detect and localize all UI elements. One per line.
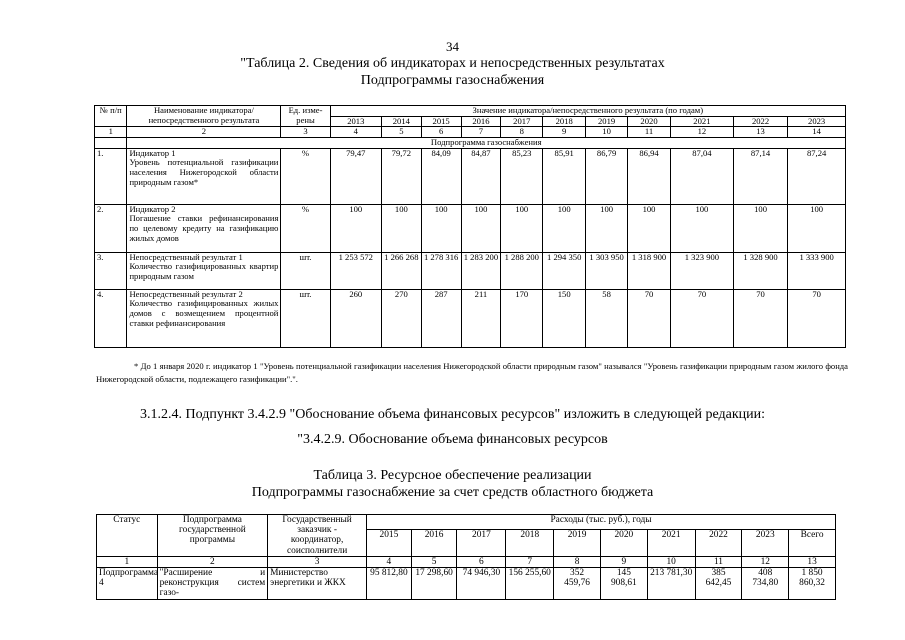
indicator-name: Индикатор 2 Погашение ставки рефинансирования по целевому кредиту на газификацию жилых домов: [127, 204, 281, 252]
customer-cell: Министерство энергетики и ЖКХ: [268, 568, 367, 600]
footnote: * До 1 января 2020 г. индикатор 1 "Уровень потенциальной газификации населения Нижегородской области природным газом" назывался "Уровень газификации природным газом жилого фонда Нижегородской области, подлежащего газификации".".: [96, 361, 848, 384]
value-cell: 1 333 900: [788, 252, 846, 289]
header-status: Статус: [97, 515, 158, 557]
column-number: 11: [628, 127, 671, 138]
column-number: 6: [421, 127, 461, 138]
table2-title-line1: "Таблица 2. Сведения об индикаторах и непосредственных результатах: [240, 56, 665, 71]
value-cell: 70: [788, 289, 846, 347]
value-cell: 79,72: [381, 148, 421, 204]
year-header: 2023: [742, 530, 789, 557]
value-cell: 150: [543, 289, 586, 347]
column-number: 5: [381, 127, 421, 138]
table3-title-line2: Подпрограммы газоснабжение за счет средств областного бюджета: [251, 485, 654, 500]
column-number: 2: [127, 127, 281, 138]
year-header: 2018: [506, 530, 554, 557]
column-number: 4: [367, 556, 412, 567]
year-header: 2020: [600, 530, 647, 557]
expense-value: 352 459,76: [554, 568, 601, 600]
value-cell: 87,04: [670, 148, 733, 204]
row-number: 2.: [95, 204, 127, 252]
column-number: 12: [670, 127, 733, 138]
value-cell: 1 328 900: [733, 252, 787, 289]
value-cell: 1 288 200: [501, 252, 543, 289]
expense-value: 1 850 860,32: [789, 568, 836, 600]
value-cell: 87,14: [733, 148, 787, 204]
year-header: 2023: [788, 116, 846, 127]
table-row: [95, 148, 846, 204]
expense-value: 385 642,45: [695, 568, 742, 600]
value-cell: 100: [543, 204, 586, 252]
row-number: 4.: [95, 289, 127, 347]
indicator-name: Непосредственный результат 1 Количество газифицированных квартир природным газом: [127, 252, 281, 289]
value-cell: 100: [733, 204, 787, 252]
year-header: 2016: [411, 530, 457, 557]
column-number: 2: [157, 556, 268, 567]
column-number: 3: [268, 556, 367, 567]
column-number: 9: [600, 556, 647, 567]
value-cell: 211: [461, 289, 501, 347]
resources-table: [96, 514, 836, 600]
year-header: 2021: [647, 530, 695, 557]
expense-value: 95 812,80: [367, 568, 412, 600]
year-header: 2015: [367, 530, 412, 557]
row-number: 3.: [95, 252, 127, 289]
year-header: 2018: [543, 116, 586, 127]
program-cell: "Расширение и реконструкция систем газо-: [157, 568, 268, 600]
year-header: 2019: [586, 116, 628, 127]
unit: шт.: [281, 289, 330, 347]
column-number: 14: [788, 127, 846, 138]
value-cell: 100: [586, 204, 628, 252]
status-cell: Подпрограмма 4: [97, 568, 158, 600]
value-cell: 100: [628, 204, 671, 252]
value-cell: 270: [381, 289, 421, 347]
unit: %: [281, 204, 330, 252]
year-header: 2017: [501, 116, 543, 127]
header-num: № п/п: [95, 106, 127, 127]
value-cell: 70: [670, 289, 733, 347]
unit: %: [281, 148, 330, 204]
expense-value: 145 908,61: [600, 568, 647, 600]
value-cell: 100: [461, 204, 501, 252]
column-number: 10: [586, 127, 628, 138]
column-number: 11: [695, 556, 742, 567]
value-cell: 84,09: [421, 148, 461, 204]
value-cell: 100: [330, 204, 381, 252]
year-header: 2019: [554, 530, 601, 557]
value-cell: 1 283 200: [461, 252, 501, 289]
year-header: 2013: [330, 116, 381, 127]
year-header: 2017: [457, 530, 506, 557]
value-cell: 170: [501, 289, 543, 347]
table3-title-line1: Таблица 3. Ресурсное обеспечение реализации: [313, 468, 592, 483]
paragraph-subclause: 3.1.2.4. Подпункт 3.4.2.9 "Обоснование объема финансовых ресурсов" изложить в следующей редакции:: [140, 407, 765, 422]
value-cell: 85,91: [543, 148, 586, 204]
table-row: [95, 289, 846, 347]
value-cell: 260: [330, 289, 381, 347]
header-name: Наименование индикатора/ непосредственного результата: [127, 106, 281, 127]
column-number: 3: [281, 127, 330, 138]
value-cell: 100: [421, 204, 461, 252]
year-header: 2020: [628, 116, 671, 127]
header-program: Подпрограмма государственной программы: [157, 515, 268, 557]
year-header: 2022: [695, 530, 742, 557]
column-number: 12: [742, 556, 789, 567]
table-row: [95, 204, 846, 252]
expense-value: 74 946,30: [457, 568, 506, 600]
value-cell: 70: [733, 289, 787, 347]
value-cell: 100: [788, 204, 846, 252]
value-cell: 100: [501, 204, 543, 252]
value-cell: 86,94: [628, 148, 671, 204]
column-number: 9: [543, 127, 586, 138]
unit: шт.: [281, 252, 330, 289]
column-number: 1: [95, 127, 127, 138]
expense-value: 17 298,60: [411, 568, 457, 600]
column-number: 8: [554, 556, 601, 567]
header-expenses: Расходы (тыс. руб.), годы: [367, 515, 836, 530]
value-cell: 79,47: [330, 148, 381, 204]
expense-value: 408 734,80: [742, 568, 789, 600]
header-customer: Государственный заказчик - координатор, соисполнители: [268, 515, 367, 557]
indicators-table: [94, 105, 846, 348]
column-number: 5: [411, 556, 457, 567]
column-number: 13: [733, 127, 787, 138]
value-cell: 287: [421, 289, 461, 347]
row-number: 1.: [95, 148, 127, 204]
table-row: [95, 252, 846, 289]
column-number: 13: [789, 556, 836, 567]
value-cell: 58: [586, 289, 628, 347]
column-number: 10: [647, 556, 695, 567]
value-cell: 100: [381, 204, 421, 252]
expense-value: 213 781,30: [647, 568, 695, 600]
value-cell: 1 253 572: [330, 252, 381, 289]
value-cell: 84,87: [461, 148, 501, 204]
value-cell: 1 318 900: [628, 252, 671, 289]
year-header: 2021: [670, 116, 733, 127]
expense-value: 156 255,60: [506, 568, 554, 600]
page-number: 34: [446, 39, 459, 54]
year-header: 2014: [381, 116, 421, 127]
paragraph-heading: "3.4.2.9. Обоснование объема финансовых ресурсов: [297, 432, 608, 447]
value-cell: 70: [628, 289, 671, 347]
indicator-name: Индикатор 1 Уровень потенциальной газификации населения Нижегородской области природным газом*: [127, 148, 281, 204]
value-cell: 100: [670, 204, 733, 252]
column-number: 7: [506, 556, 554, 567]
value-cell: 85,23: [501, 148, 543, 204]
value-cell: 1 294 350: [543, 252, 586, 289]
column-number: 1: [97, 556, 158, 567]
column-number: 8: [501, 127, 543, 138]
value-cell: 87,24: [788, 148, 846, 204]
header-values: Значение индикатора/непосредственного результата (по годам): [330, 106, 845, 117]
column-number: 6: [457, 556, 506, 567]
year-header: 2015: [421, 116, 461, 127]
year-header: 2022: [733, 116, 787, 127]
indicator-name: Непосредственный результат 2 Количество газифицированных жилых домов с возмещением процентной ставки рефинансирования: [127, 289, 281, 347]
column-number: 7: [461, 127, 501, 138]
value-cell: 1 303 950: [586, 252, 628, 289]
value-cell: 86,79: [586, 148, 628, 204]
value-cell: 1 278 316: [421, 252, 461, 289]
section-title: Подпрограмма газоснабжения: [127, 137, 846, 148]
year-header: Всего: [789, 530, 836, 557]
table2-title-line2: Подпрограммы газоснабжения: [360, 73, 545, 88]
header-unit: Ед. изме- рены: [281, 106, 330, 127]
value-cell: 1 266 268: [381, 252, 421, 289]
column-number: 4: [330, 127, 381, 138]
year-header: 2016: [461, 116, 501, 127]
value-cell: 1 323 900: [670, 252, 733, 289]
